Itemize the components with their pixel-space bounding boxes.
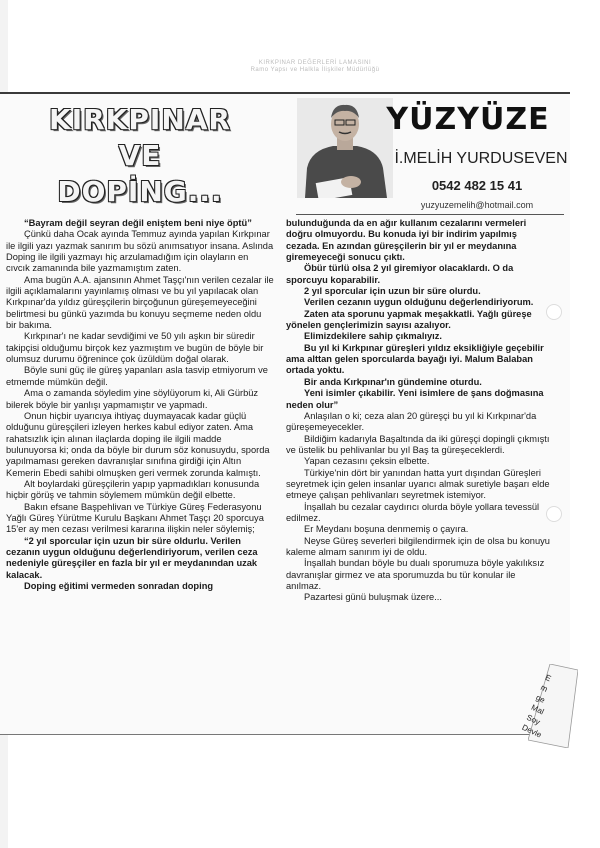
article-paragraph: Verilen cezanın uygun olduğunu değerlendiriyorum. [304,297,534,308]
article-paragraph: Öbür türlü olsa 2 yıl giremiyor olacaklardı. O da sporcuyu koparabilir. [286,263,514,285]
article-paragraph: Pazartesi günü buluşmak üzere... [304,592,442,603]
author-name: İ.MELİH YURDUSEVEN [394,150,568,167]
column-name: YÜZYÜZE [386,102,550,137]
article-paragraph: 2 yıl sporcular için uzun bir süre olurdu. [304,286,481,297]
article-paragraph: “2 yıl sporcular için uzun bir süre oldurlu. Verilen cezanın uygun olduğunu değerlendiriyorum, verilen ceza nedeniyle güreşçiler en fazla bir yıl er meydanından uzak kalacak. [6,535,258,580]
article-paragraph: Er Meydanı boşuna denmemiş o çayıra. [304,524,469,535]
faint-header-line-2: Ramo Yapsı ve Halkla İlişkiler Müdürlüğü [250,67,380,73]
newspaper-clipping [0,92,570,735]
folded-corner-line: Devle [520,722,543,740]
folded-corner-line: ge [534,692,547,705]
article-paragraph: Onun hiçbir uyarıcıya ihtiyaç duymayacak kadar güçlü olduğunu güreşçileri izleyen herkes kabul ediyor zaten. Ama rahatsızlık için alınan ilaçlarda doping ile ilgili madde bulunuyorsa ki; onda da böyle bir durum söz konusuydu, sporda yapılmaması gereken davranışlar sınıfına girdiği için Altın Kemerin Ebedi sahibi olmuşken geri vermek zorunda kalmıştı. [6,410,270,478]
article-paragraph: İnşallah bu cezalar caydırıcı olurda böyle yollara tevessül edilmez. [286,501,540,523]
article-paragraph: Anlaşılan o ki; ceza alan 20 güreşçi bu yıl ki Kırkpınar'da güreşemeyecekler. [286,410,537,433]
article-column-1 [6,218,274,592]
article-paragraph: Bir anda Kırkpınar'ın gündemine oturdu. [304,376,482,387]
article-paragraph: Doping eğitimi vermeden sonradan doping [24,581,214,591]
article-paragraph: Neyse Güreş severleri bilgilendirmek için de olsa bu konuyu kaleme almam sanırım iyi de oldu. [286,535,550,557]
article-paragraph: Elimizdekilere sahip çıkmalıyız. [304,331,442,342]
headline-line-2: VE [118,139,162,172]
article-paragraph: Bildiğim kadarıyla Başaltında da iki güreşçi dopingli çıkmıştı ve üstelik bu pehlivanlar bu yıl Baş ta güreşeceklerdi. [286,433,550,455]
article-paragraph: Zaten ata sporunu yapmak meşakkatli. Yağlı güreşe yönelen gençlerimizin sayısı azalıyor. [286,308,532,331]
headline-line-3: DOPİNG... [57,175,223,208]
article-column-2 [286,218,552,604]
article-paragraph: Çünkü daha Ocak ayında Temmuz ayında yapılan Kırkpınar ile ilgili yazı yazmak sanırım bu sözü anımsatıyor insana. Aslında Doping ile ilgili yazmayı hiç arzulamadığım için olayların en cıvcık zamanında bile yazmamıştım zaten. [6,229,274,274]
article-paragraph: Ama bugün A.A. ajansının Ahmet Taşçı'nın verilen cezalar ile ilgili açıklamalarını yayınlamış olması ve bu yıl yapılacak olan Kırkpınar'da yıldız güreşçilerin birçoğunun güreşemeyeceğini belirtmesi bu günkü yazımda bu konuyu seçmeme neden oldu bir bakıma. [6,274,274,331]
punch-hole [546,304,562,320]
article-paragraph: bulunduğunda da en ağır kullanım cezalarını vermeleri doğru olmuyordu. Bu konuda iyi bir indirim yapılmış cezada. En azından güreşçilerin bir yıl er meydanına giremeyeceği sonucu çıktı. [286,218,527,263]
faint-header-line-1: KIRKPINAR DEĞERLERİ LAMASINI [258,60,372,66]
article-paragraph: Böyle suni güç ile güreş yapanları asla tasvip etmiyorum ve etmemde mümkün değil. [6,365,268,387]
article-paragraph: “Bayram değil seyran değil eniştem beni niye öptü” [24,218,252,228]
article-paragraph: Alt boylardaki güreşçilerin yapıp yapmadıkları konusunda hiçbir görüş ve tahmin söylemem mümkün değil elbette. [6,478,260,501]
article-paragraph: Yeni isimler çıkabilir. Yeni isimlere de şans doğmasına neden olur” [286,388,544,410]
article-paragraph: Yapan cezasını çeksin elbette. [304,456,430,467]
headline-line-1: KIRKPINAR [49,103,231,136]
punch-hole [546,506,562,522]
byline-rule [296,214,564,215]
author-email: yuzyuzemelih@hotmail.com [420,200,534,210]
folded-corner-line: m [539,682,549,694]
folded-corner [520,664,578,748]
article-paragraph: Ama o zamanda söyledim yine söylüyorum ki, Ali Gürbüz bilerek böyle bir yanlışı yapmamıştır ve yapmadı. [6,388,259,410]
author-phone: 0542 482 15 41 [431,178,523,193]
folded-corner-line: E [543,672,553,684]
article-headline [30,102,250,210]
article-paragraph: Bu yıl ki Kırkpınar güreşleri yıldız eksikliğiyle geçebilir ama alttan gelen sporcularda bayağı iyi. Malum Balaban ortada yoktu. [286,342,544,376]
article-paragraph: Kırkpınar'ı ne kadar sevdiğimi ve 50 yılı aşkın bir süredir takipçisi olduğumu birçok kez yazmıştım ve bugün de böyle bir olumsuz durumu öğrenince çok üzüldüm doğal olarak. [6,331,264,365]
article-paragraph: İnşallah bundan böyle bu dualı sporumuza böyle yakılıksız davranışlar girmez ve ata sporumuzda bu tür konular ile anılmaz. [286,558,545,591]
folded-corner-line: Mal [529,702,546,717]
folded-corner-line: Soy [525,712,542,727]
article-paragraph: Bakın efsane Başpehlivan ve Türkiye Güreş Federasyonu Yağlı Güreş Yürütme Kurulu Başkanı Ahmet Taşçı 20 sporcuya 15'er ay men cezası verilmesi kararına ilişkin neler söylemiş; [6,501,264,535]
article-paragraph: Türkiye'nin dört bir yanından hatta yurt dışından Güreşleri seyretmek için gelen insanlar uyarıcı almak suretiyle başarı elde etmeye çalışan pehlivanları seyretmek istemiyor. [286,467,550,501]
faint-header [225,60,405,74]
